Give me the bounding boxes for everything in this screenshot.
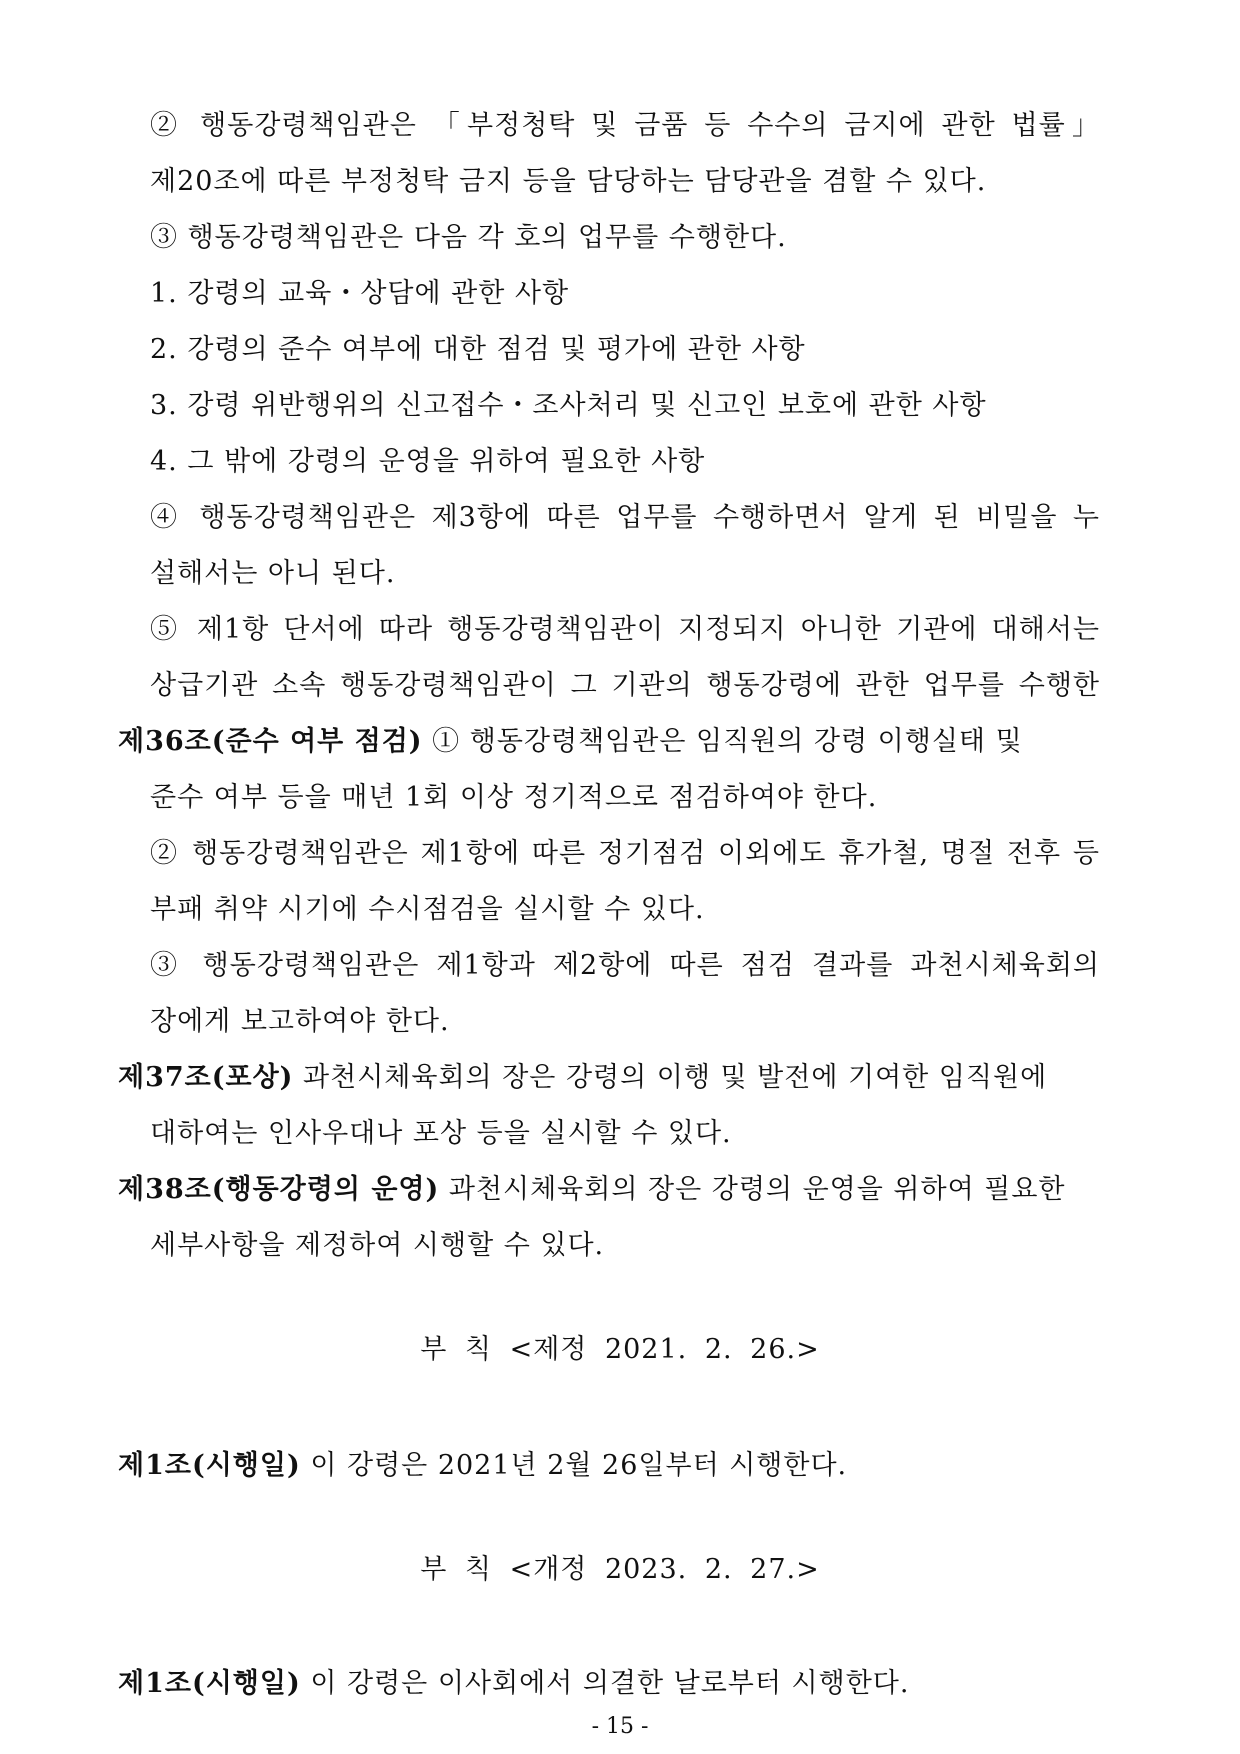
addendum-title: 부 칙 <제정 2021. 2. 26.> xyxy=(420,1334,820,1365)
article-heading: 제36조(준수 여부 점검) xyxy=(118,726,423,757)
paragraph-line: 부패 취약 시기에 수시점검을 실시할 수 있다. xyxy=(150,894,705,925)
article-36 xyxy=(118,722,1100,762)
paragraph-line: ③ 행동강령책임관은 다음 각 호의 업무를 수행한다. xyxy=(150,222,787,253)
article-text: 이 강령은 이사회에서 의결한 날로부터 시행한다. xyxy=(300,1668,910,1699)
paragraph-line: 장에게 보고하여야 한다. xyxy=(150,1006,450,1037)
list-item: 3. 강령 위반행위의 신고접수・조사처리 및 신고인 보호에 관한 사항 xyxy=(150,390,987,421)
article-heading: 제1조(시행일) xyxy=(118,1668,301,1699)
article-text: ① 행동강령책임관은 임직원의 강령 이행실태 및 xyxy=(422,726,1023,757)
paragraph-line: 상급기관 소속 행동강령책임관이 그 기관의 행동강령에 관한 업무를 수행한 xyxy=(150,670,1100,701)
list-item: 4. 그 밖에 강령의 운영을 위하여 필요한 사항 xyxy=(150,446,706,477)
paragraph-line: ② 행동강령책임관은 제1항에 따른 정기점검 이외에도 휴가철, 명절 전후 등 xyxy=(150,838,1100,869)
article-text: 과천시체육회의 장은 강령의 운영을 위하여 필요한 xyxy=(439,1174,1066,1205)
paragraph-line: ④ 행동강령책임관은 제3항에 따른 업무를 수행하면서 알게 된 비밀을 누 xyxy=(150,502,1100,533)
addendum-article xyxy=(118,1664,909,1704)
article-text: 과천시체육회의 장은 강령의 이행 및 발전에 기여한 임직원에 xyxy=(293,1062,1048,1093)
article-heading: 제1조(시행일) xyxy=(118,1450,301,1481)
paragraph-line: ⑤ 제1항 단서에 따라 행동강령책임관이 지정되지 아니한 기관에 대해서는 xyxy=(150,614,1100,645)
article-38 xyxy=(118,1170,1100,1210)
page-number: - 15 - xyxy=(591,1714,649,1739)
paragraph-line: 설해서는 아니 된다. xyxy=(150,558,396,589)
addendum-title: 부 칙 <개정 2023. 2. 27.> xyxy=(420,1554,820,1585)
paragraph-line: 세부사항을 제정하여 시행할 수 있다. xyxy=(150,1230,605,1261)
article-heading: 제38조(행동강령의 운영) xyxy=(118,1174,440,1205)
paragraph-line: ③ 행동강령책임관은 제1항과 제2항에 따른 점검 결과를 과천시체육회의 xyxy=(150,950,1100,981)
paragraph-line: ② 행동강령책임관은 「부정청탁 및 금품 등 수수의 금지에 관한 법률」 xyxy=(150,110,1100,141)
article-heading: 제37조(포상) xyxy=(118,1062,294,1093)
list-item: 2. 강령의 준수 여부에 대한 점검 및 평가에 관한 사항 xyxy=(150,334,806,365)
paragraph-line: 대하여는 인사우대나 포상 등을 실시할 수 있다. xyxy=(150,1118,732,1149)
article-text: 이 강령은 2021년 2월 26일부터 시행한다. xyxy=(300,1450,848,1481)
list-item: 1. 강령의 교육・상담에 관한 사항 xyxy=(150,278,570,309)
paragraph-line: 준수 여부 등을 매년 1회 이상 정기적으로 점검하여야 한다. xyxy=(150,782,878,813)
article-37 xyxy=(118,1058,1100,1098)
addendum-article xyxy=(118,1446,847,1486)
paragraph-line: 제20조에 따른 부정청탁 금지 등을 담당하는 담당관을 겸할 수 있다. xyxy=(150,166,987,197)
